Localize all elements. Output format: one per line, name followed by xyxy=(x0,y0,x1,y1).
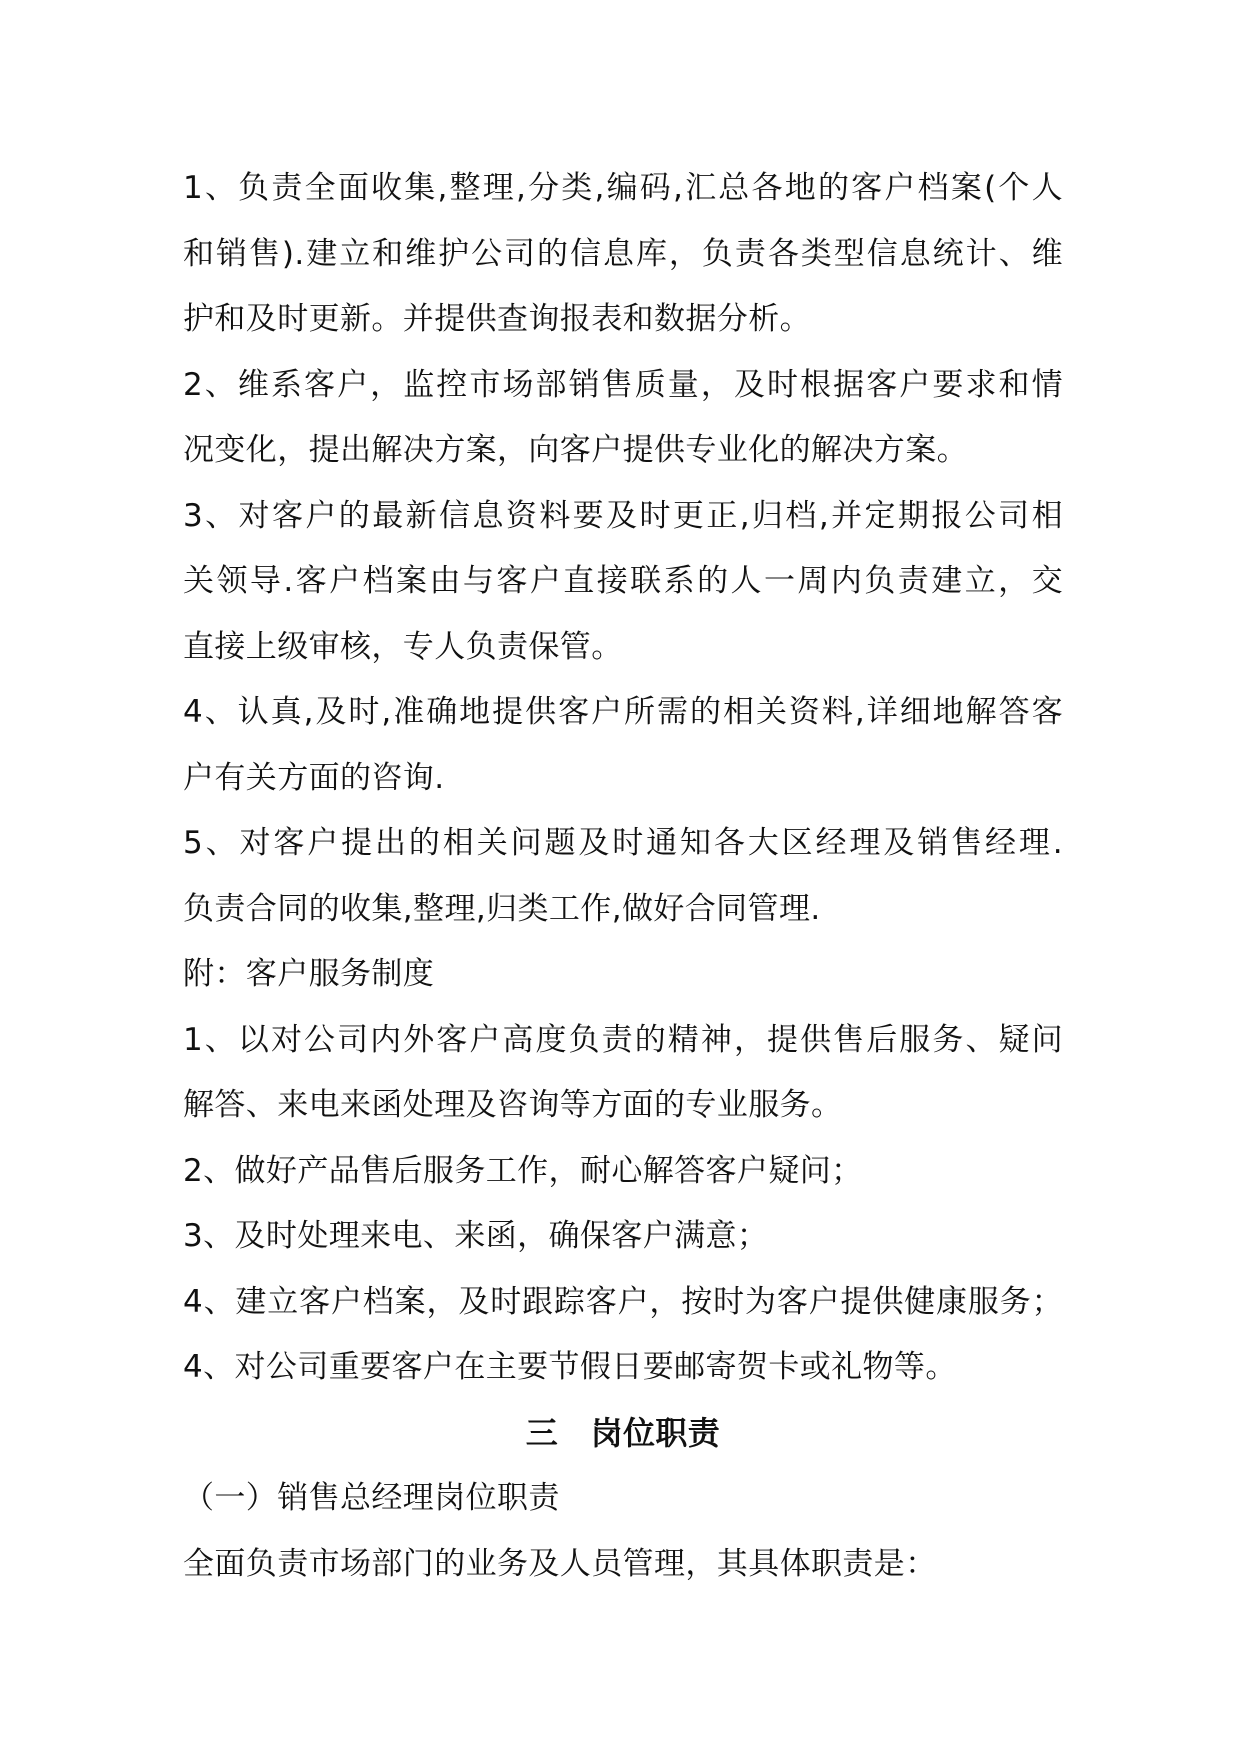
text-line-19: 4、对公司重要客户在主要节假日要邮寄贺卡或礼物等。 xyxy=(183,1349,957,1385)
text-line-3: 护和及时更新。并提供查询报表和数据分析。 xyxy=(183,301,811,337)
text-line-2: 和销售).建立和维护公司的信息库，负责各类型信息统计、维 xyxy=(183,235,1063,272)
text-line-5: 况变化，提出解决方案，向客户提供专业化的解决方案。 xyxy=(183,432,968,468)
subsection-title: （一）销售总经理岗位职责 xyxy=(183,1480,560,1516)
text-line-14: 1、以对公司内外客户高度负责的精神，提供售后服务、疑问 xyxy=(183,1021,1063,1058)
text-line-18: 4、建立客户档案，及时跟踪客户，按时为客户提供健康服务； xyxy=(183,1283,1063,1320)
text-line-8: 直接上级审核，专人负责保管。 xyxy=(183,628,623,665)
appendix-title: 附：客户服务制度 xyxy=(183,956,435,992)
text-line-17: 3、及时处理来电、来函，确保客户满意； xyxy=(183,1218,769,1254)
text-line-15: 解答、来电来函处理及咨询等方面的专业服务。 xyxy=(183,1087,843,1123)
text-line-22: 全面负责市场部门的业务及人员管理，其具体职责是： xyxy=(183,1545,937,1582)
text-line-11: 5、对客户提出的相关问题及时通知各大区经理及销售经理. xyxy=(183,825,1063,861)
section-heading: 三 岗位职责 xyxy=(525,1413,721,1452)
text-line-7: 关领导.客户档案由与客户直接联系的人一周内负责建立，交 xyxy=(183,563,1063,599)
text-line-10: 户有关方面的咨询. xyxy=(183,759,445,796)
text-line-4: 2、维系客户，监控市场部销售质量，及时根据客户要求和情 xyxy=(183,366,1063,403)
text-line-1: 1、负责全面收集,整理,分类,编码,汇总各地的客户档案(个人 xyxy=(183,170,1063,206)
text-line-12: 负责合同的收集,整理,归类工作,做好合同管理. xyxy=(183,890,821,927)
text-line-9: 4、认真,及时,准确地提供客户所需的相关资料,详细地解答客 xyxy=(183,694,1063,730)
text-line-16: 2、做好产品售后服务工作，耐心解答客户疑问； xyxy=(183,1152,863,1189)
text-line-6: 3、对客户的最新信息资料要及时更正,归档,并定期报公司相 xyxy=(183,497,1063,534)
document-body xyxy=(183,156,1063,1597)
